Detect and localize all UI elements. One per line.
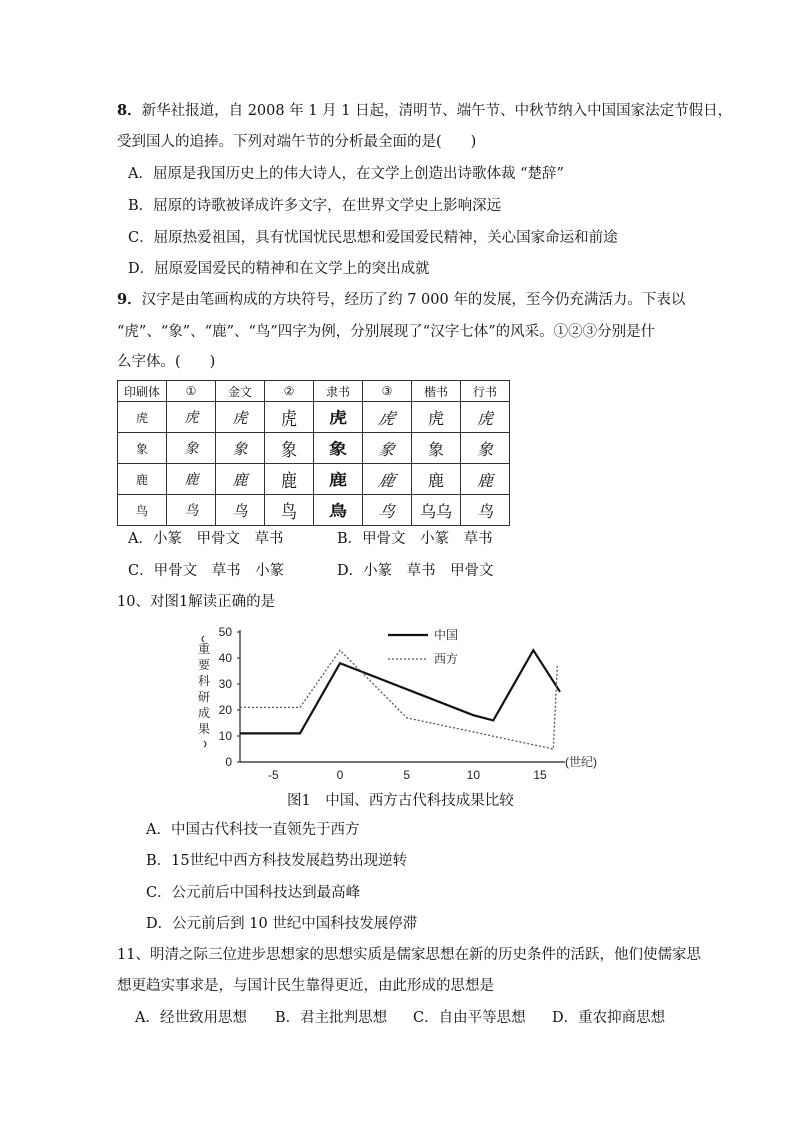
glyph-xingshu: 鹿: [476, 470, 493, 490]
glyph-jiaguwen: 鸟: [184, 503, 198, 519]
table-cell: [167, 495, 216, 526]
x-tick-label: 0: [336, 768, 344, 782]
table-cell: [314, 402, 363, 433]
q9-option-a[interactable]: A．小篆 甲骨文 草书: [128, 531, 284, 547]
ylabel-char: 研: [197, 690, 211, 704]
table-cell: 虎: [118, 402, 167, 433]
glyph-jinwen: 鹿: [232, 470, 248, 489]
table-cell: [412, 402, 461, 433]
y-tick-label: 50: [218, 625, 232, 639]
table-cell: [461, 464, 510, 495]
glyph-jinwen: 鸟: [232, 501, 248, 520]
table-cell: [363, 495, 412, 526]
q9-line2: “虎”、“象”、“鹿”、“鸟”四字为例，分别展现了“汉字七体”的风采。①②③分别是什: [117, 324, 656, 340]
q11-option-c[interactable]: C．自由平等思想: [413, 1010, 526, 1026]
table-cell: [216, 402, 265, 433]
q11-line1: 11、明清之际三位进步思想家的思想实质是儒家思想在新的历史条件的活跃，他们使儒家思: [117, 947, 701, 963]
q9-text-1: 汉字是由笔画构成的方块符号，经历了约 7 000 年的发展，至今仍充满活力。下表以: [141, 292, 686, 308]
table-cell: [461, 495, 510, 526]
table-cell: [314, 433, 363, 464]
q8-option-d[interactable]: D．屈原爱国爱民的精神和在文学上的突出成就: [128, 261, 430, 277]
table-header: 金文: [216, 381, 265, 402]
glyph-xingshu: 虎: [476, 408, 493, 428]
table-header: 印刷体: [118, 381, 167, 402]
glyph-lishu: 虎: [329, 409, 347, 428]
chart-legend: [388, 627, 458, 666]
q10-option-b[interactable]: B．15世纪中西方科技发展趋势出现逆转: [146, 853, 408, 869]
glyph-jiaguwen: 象: [184, 441, 198, 457]
table-cell: [265, 402, 314, 433]
series-line-0: [240, 650, 560, 733]
q8-text-1: 新华社报道，自 2008 年 1 月 1 日起，清明节、端午节、中秋节纳入中国国家法定节假日，: [141, 103, 733, 119]
chart-caption: 图1 中国、西方古代科技成果比较: [287, 793, 514, 809]
q8-option-b[interactable]: B．屈原的诗歌被译成许多文字，在世界文学史上影响深远: [128, 198, 502, 214]
table-cell: [265, 464, 314, 495]
glyph-lishu: 象: [329, 440, 347, 459]
q9-number: 9．: [117, 291, 142, 308]
q10-option-a[interactable]: A．中国古代科技一直领先于西方: [146, 822, 360, 838]
table-row: [118, 402, 510, 433]
y-tick-label: 10: [218, 729, 232, 743]
ylabel-char: 重: [197, 642, 211, 656]
table-cell: [412, 464, 461, 495]
table-cell: [216, 464, 265, 495]
q11-line2: 想更趋实事求是，与国计民生靠得更近，由此形成的思想是: [117, 978, 494, 994]
q9-option-b[interactable]: B．甲骨文 小篆 草书: [337, 531, 493, 547]
q10-option-c[interactable]: C．公元前后中国科技达到最高峰: [146, 885, 361, 901]
font-style-table: [117, 380, 510, 526]
q9-line3: 么字体。( ): [117, 354, 216, 370]
table-row: [118, 433, 510, 464]
table-header: ②: [265, 381, 314, 402]
glyph-caoshu: 象: [376, 439, 397, 459]
table-cell: [265, 433, 314, 464]
q8-option-c[interactable]: C．屈原热爱祖国，具有忧国忧民思想和爱国爱民精神，关心国家命运和前途: [128, 230, 618, 246]
table-row: [118, 495, 510, 526]
q8-option-a[interactable]: A．屈原是我国历史上的伟大诗人，在文学上创造出诗歌体裁 “楚辞”: [128, 166, 564, 182]
table-cell: [167, 433, 216, 464]
q11-option-d[interactable]: D．重农抑商思想: [552, 1010, 666, 1026]
q10-option-d[interactable]: D．公元前后到 10 世纪中国科技发展停滞: [146, 916, 418, 932]
x-tick-label: -5: [267, 768, 279, 782]
table-cell: [412, 495, 461, 526]
table-cell: [265, 495, 314, 526]
legend-label-0: 中国: [434, 628, 459, 642]
glyph-jinwen: 象: [232, 439, 248, 458]
q9-option-c[interactable]: C．甲骨文 草书 小篆: [128, 563, 285, 579]
table-cell: [461, 402, 510, 433]
q9-option-d[interactable]: D．小篆 草书 甲骨文: [337, 563, 494, 579]
q8-line1: [117, 101, 732, 121]
legend-label-1: 西方: [434, 652, 459, 666]
table-cell: [167, 402, 216, 433]
table-header: 隶书: [314, 381, 363, 402]
table-cell: [314, 464, 363, 495]
q8-number: 8．: [117, 102, 142, 119]
glyph-kaishu: 乌乌: [419, 501, 452, 521]
x-tick-label: 10: [466, 768, 481, 782]
table-cell: 象: [118, 433, 167, 464]
chart-y-axis-label: [198, 636, 210, 747]
glyph-caoshu: 鸟: [376, 501, 397, 521]
y-tick-label: 0: [225, 755, 232, 769]
q10-line1: 10、对图1解读正确的是: [117, 594, 276, 610]
glyph-jiaguwen: 鹿: [184, 472, 198, 488]
table-cell: [363, 433, 412, 464]
ylabel-char: 科: [197, 674, 211, 688]
table-header-row: [118, 381, 510, 402]
glyph-lishu: 鳥: [329, 502, 347, 521]
glyph-lishu: 鹿: [329, 471, 347, 490]
q11-option-a[interactable]: A．经世致用思想: [135, 1010, 247, 1026]
glyph-kaishu: 鹿: [427, 470, 444, 490]
table-header: ①: [167, 381, 216, 402]
glyph-xingshu: 鸟: [476, 501, 493, 521]
y-tick-label: 40: [218, 651, 232, 665]
glyph-caoshu: 虎: [376, 408, 397, 428]
ylabel-char: 果: [197, 722, 211, 736]
table-cell: [216, 433, 265, 464]
x-tick-label: 5: [403, 768, 411, 782]
science-achievements-chart: [190, 620, 610, 785]
glyph-kaishu: 虎: [427, 408, 444, 428]
table-cell: [314, 495, 363, 526]
q9-line1: [117, 290, 685, 310]
ylabel-char: 成: [197, 706, 211, 720]
glyph-xiaozhuan: 鸟: [280, 500, 297, 523]
q8-line2: 受到国人的追捧。下列对端午节的分析最全面的是( ): [117, 134, 477, 150]
chart-x-axis-label: (世纪): [565, 755, 597, 769]
y-tick-label: 20: [218, 703, 232, 717]
ylabel-char: 要: [197, 658, 211, 672]
table-cell: [461, 433, 510, 464]
table-cell: [363, 464, 412, 495]
q11-option-b[interactable]: B．君主批判思想: [275, 1010, 388, 1026]
glyph-kaishu: 象: [427, 439, 444, 459]
table-header: ③: [363, 381, 412, 402]
table-cell: [216, 495, 265, 526]
table-header: 行书: [461, 381, 510, 402]
x-tick-label: 15: [533, 768, 547, 782]
ylabel-paren-close: [204, 741, 206, 747]
glyph-xingshu: 象: [476, 439, 493, 459]
chart-series: [240, 650, 560, 749]
table-cell: [167, 464, 216, 495]
table-cell: 鹿: [118, 464, 167, 495]
table-row: [118, 464, 510, 495]
glyph-jiaguwen: 虎: [184, 410, 198, 426]
table-cell: 鸟: [118, 495, 167, 526]
glyph-caoshu: 鹿: [376, 470, 397, 490]
table-cell: [412, 433, 461, 464]
glyph-xiaozhuan: 鹿: [280, 469, 297, 492]
table-cell: [363, 402, 412, 433]
table-header: 楷书: [412, 381, 461, 402]
y-tick-label: 30: [218, 677, 232, 691]
glyph-xiaozhuan: 虎: [280, 407, 297, 430]
glyph-jinwen: 虎: [232, 408, 248, 427]
glyph-xiaozhuan: 象: [280, 438, 297, 461]
